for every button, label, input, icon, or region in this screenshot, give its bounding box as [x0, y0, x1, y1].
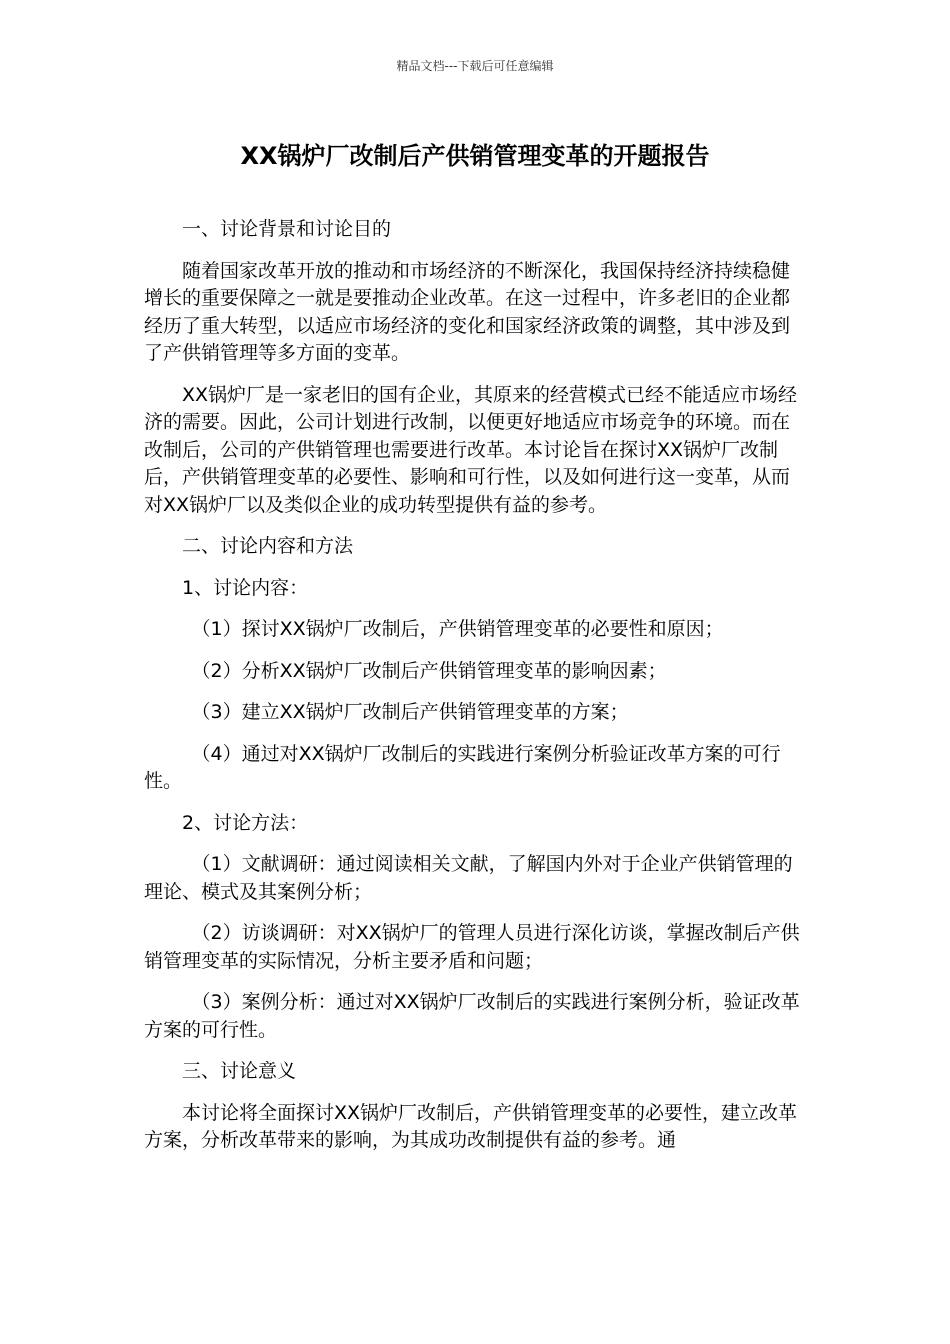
list-item-content-4: （4）通过对XX锅炉厂改制后的实践进行案例分析验证改革方案的可行性。	[144, 742, 781, 792]
paragraph-company: XX锅炉厂是一家老旧的国有企业，其原来的经营模式已经不能适应市场经济的需要。因此，公司计划进行改制，以便更好地适应市场竞争的环境。而在改制后，公司的产供销管理也需要进行改革。本讨论旨在探讨XX锅炉厂改制后，产供销管理变革的必要性、影响和可行性，以及如何进行这一变革，从而对XX锅炉厂以及类似企业的成功转型提供有益的参考。	[144, 383, 798, 516]
list-item-content-3: （3）建立XX锅炉厂改制后产供销管理变革的方案；	[191, 701, 629, 723]
section-heading-background: 一、讨论背景和讨论目的	[182, 218, 392, 240]
list-item-method-1: （1）文献调研：通过阅读相关文献，了解国内外对于企业产供销管理的理论、模式及其案例分析；	[144, 853, 793, 903]
document-body	[144, 216, 808, 1155]
header-note: 精品文档---下载后可任意编辑	[396, 59, 554, 73]
list-item-method-2: （2）访谈调研：对XX锅炉厂的管理人员进行深化访谈，掌握改制后产供销管理变革的实际情况，分析主要矛盾和问题；	[144, 922, 800, 972]
section-heading-significance: 三、讨论意义	[182, 1060, 297, 1082]
list-item-content-2: （2）分析XX锅炉厂改制后产供销管理变革的影响因素；	[191, 659, 667, 682]
document-title: XX锅炉厂改制后产供销管理变革的开题报告	[240, 142, 710, 170]
list-item-method-3: （3）案例分析：通过对XX锅炉厂改制后的实践进行案例分析，验证改革方案的可行性。	[144, 991, 800, 1041]
list-item-content-1: （1）探讨XX锅炉厂改制后，产供销管理变革的必要性和原因；	[191, 618, 724, 640]
section-heading-content-method: 二、讨论内容和方法	[182, 535, 354, 557]
subheading-method: 2、讨论方法：	[182, 811, 309, 834]
subheading-content: 1、讨论内容：	[182, 576, 309, 599]
paragraph-background: 随着国家改革开放的推动和市场经济的不断深化，我国保持经济持续稳健增长的重要保障之一就是要推动企业改革。在这一过程中，许多老旧的企业都经历了重大转型，以适应市场经济的变化和国家经济政策的调整，其中涉及到了产供销管理等多方面的变革。	[144, 259, 791, 364]
paragraph-significance: 本讨论将全面探讨XX锅炉厂改制后，产供销管理变革的必要性，建立改革方案，分析改革带来的影响，为其成功改制提供有益的参考。通	[144, 1101, 798, 1151]
